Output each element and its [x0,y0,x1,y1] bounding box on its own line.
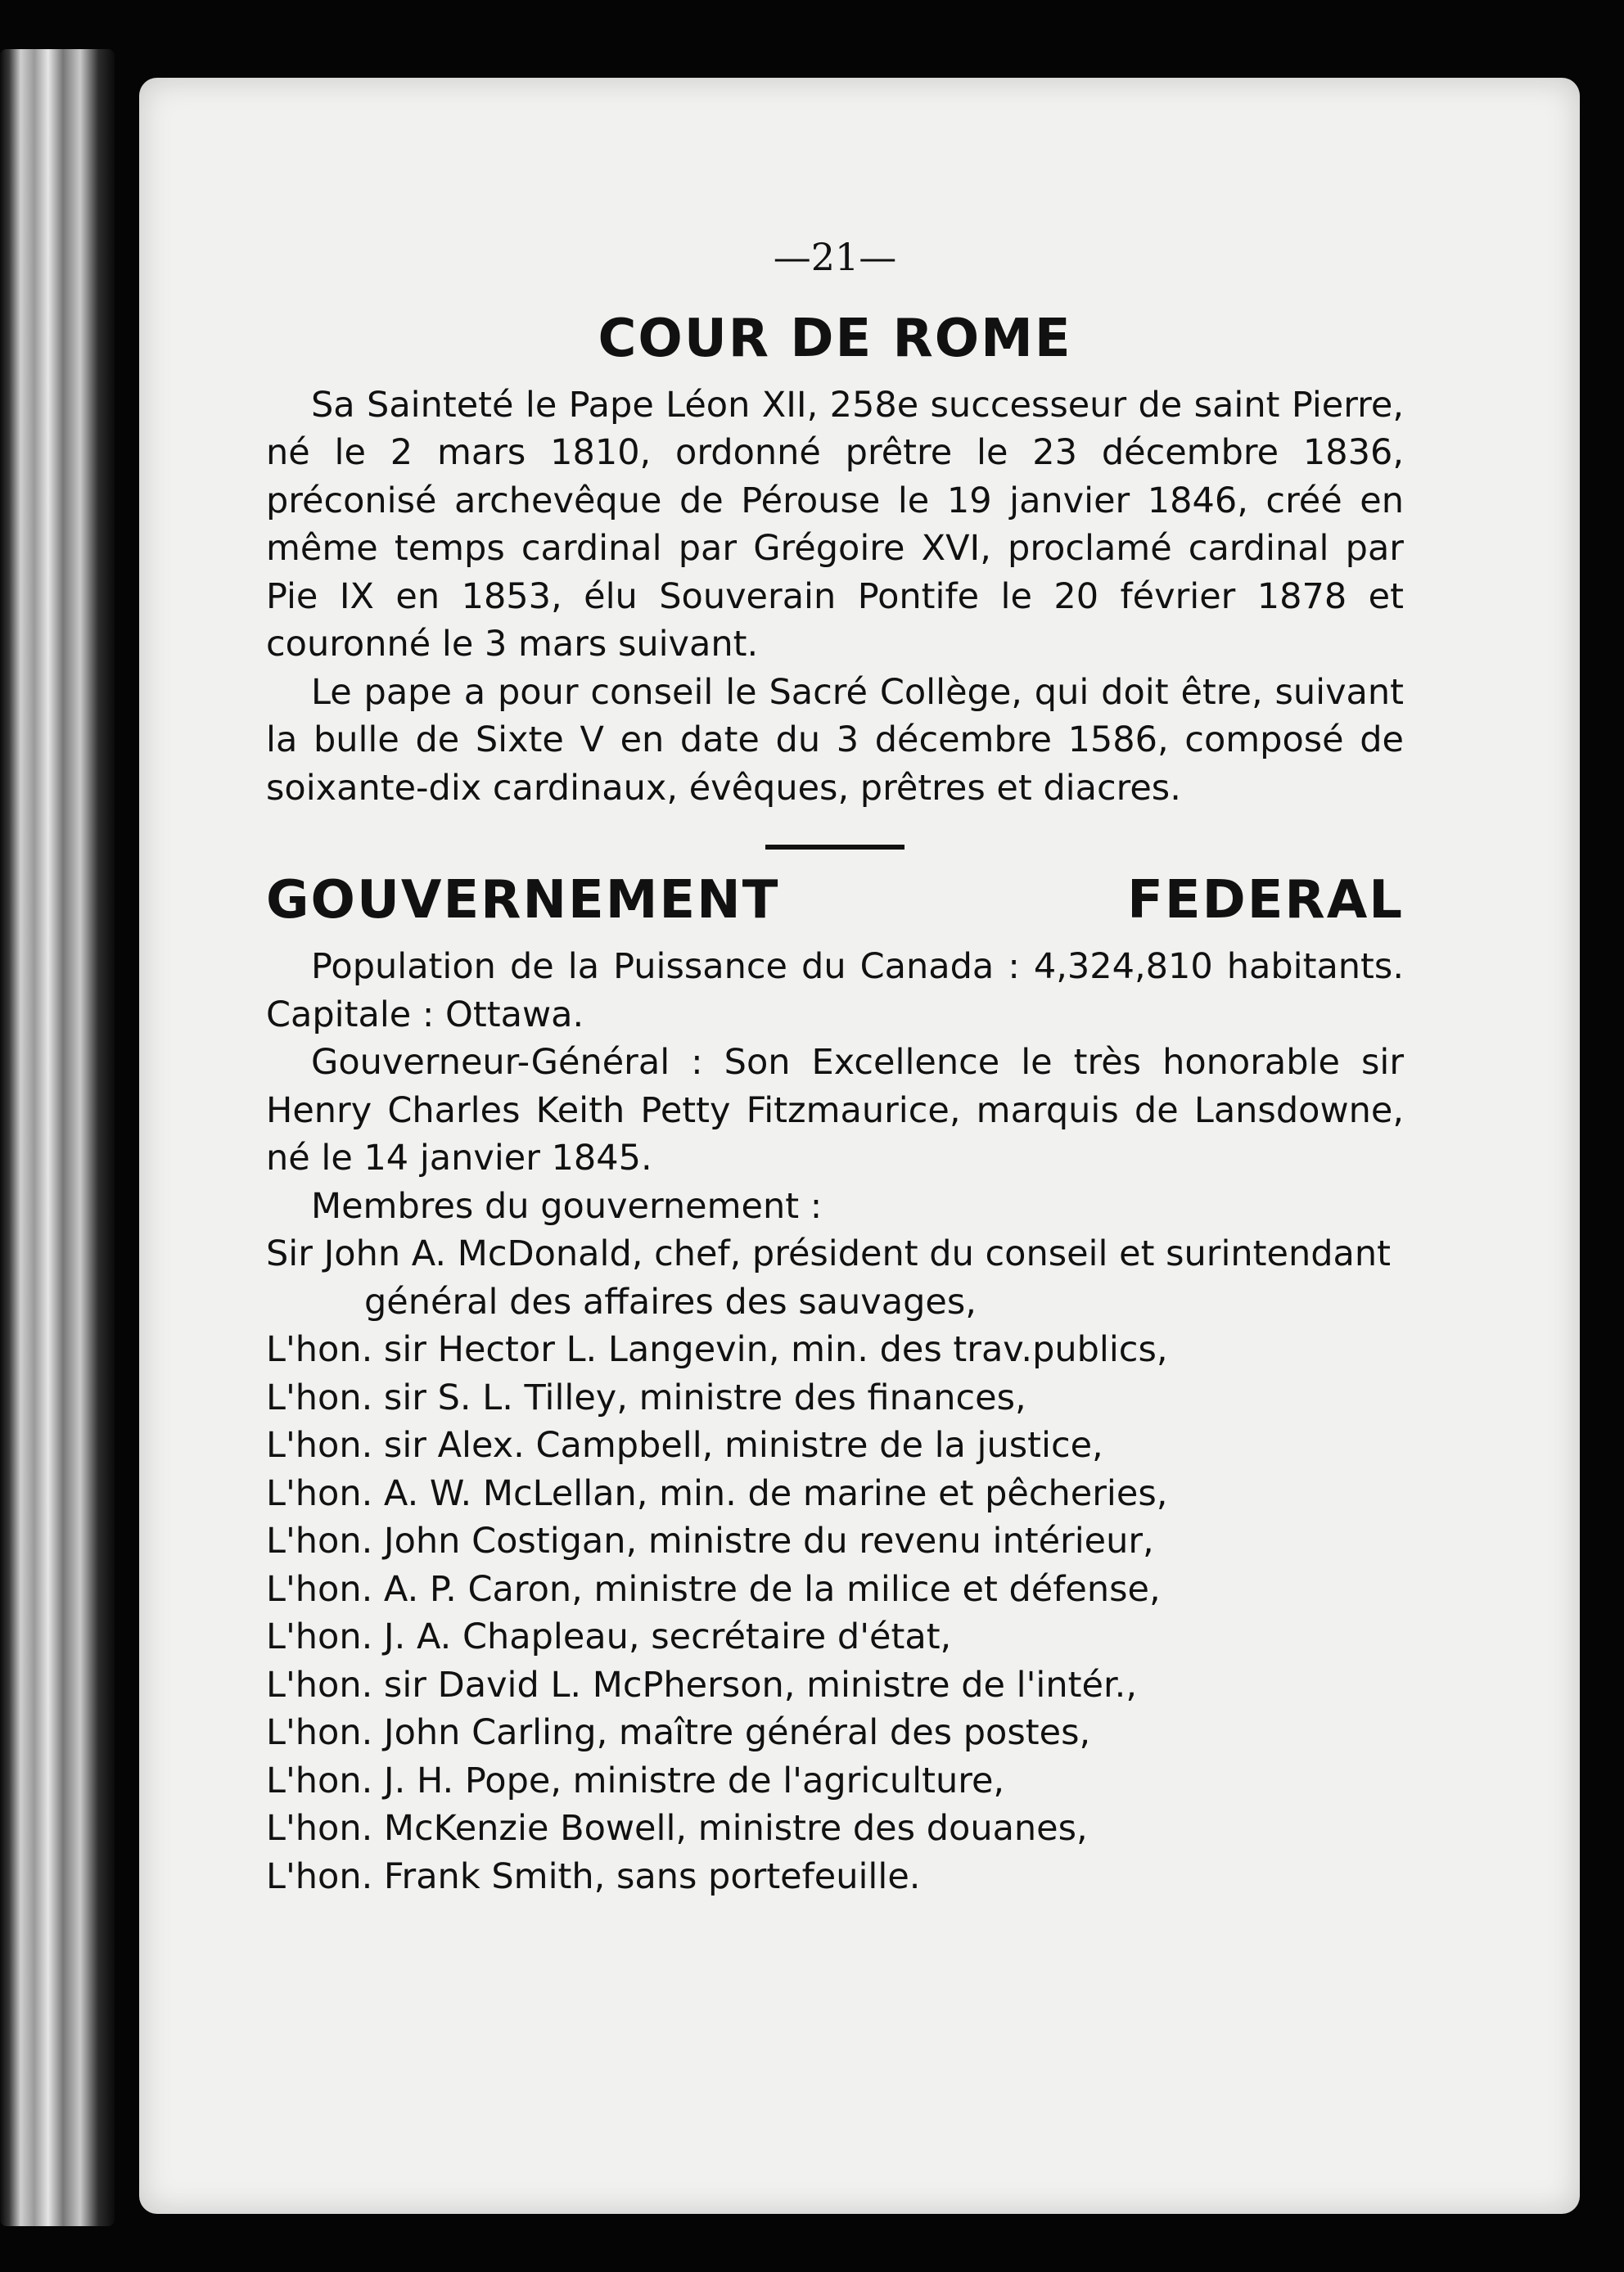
list-item: L'hon. J. H. Pope, ministre de l'agriculture, [266,1760,1005,1801]
section-divider [765,845,904,850]
list-item: L'hon. A. W. McLellan, min. de marine et pêcheries, [266,1472,1168,1514]
paragraph: Population de la Puissance du Canada : 4,324,810 habitants. Capitale : Ottawa. [266,946,1404,1035]
list-item: Sir John A. McDonald, chef, président du conseil et surintendant général des affaires des sauvages, [266,1233,1391,1323]
paragraph: Le pape a pour conseil le Sacré Collège, qui doit être, suivant la bulle de Sixte V en date du 3 décembre 1586, composé de soixante-dix cardinaux, évêques, prêtres et diacres. [266,671,1404,809]
list-item: L'hon. J. A. Chapleau, secrétaire d'état, [266,1616,952,1657]
list-item: L'hon. sir Hector L. Langevin, min. des trav.publics, [266,1329,1168,1370]
list-item: L'hon. John Costigan, ministre du revenu intérieur, [266,1521,1154,1562]
list-item: L'hon. McKenzie Bowell, ministre des douanes, [266,1808,1088,1849]
book-page [139,78,1580,2214]
book-spine [0,49,115,2226]
section-heading-gouvernement-federal: GOUVERNEMENT FEDERAL [266,870,1404,931]
list-item: L'hon. sir Alex. Campbell, ministre de la justice, [266,1425,1103,1466]
list-item: L'hon. John Carling, maître général des postes, [266,1712,1091,1753]
paragraph: Gouverneur-Général : Son Excellence le très honorable sir Henry Charles Keith Petty Fitzmaurice, marquis de Lansdowne, né le 14 janvier 1845. [266,1042,1404,1179]
list-item: L'hon. A. P. Caron, ministre de la milice et défense, [266,1568,1161,1610]
page-content [266,233,1404,1900]
list-item: L'hon. Frank Smith, sans portefeuille. [266,1855,921,1897]
paragraph: Sa Sainteté le Pape Léon XII, 258e successeur de saint Pierre, né le 2 mars 1810, ordonné prêtre le 23 décembre 1836, préconisé archevêque de Pérouse le 19 janvier 1846, créé en même temps cardinal par Grégoire XVI, proclamé cardinal par Pie IX en 1853, élu Souverain Pontife le 20 février 1878 et couronné le 3 mars suivant. [266,384,1404,665]
list-item: L'hon. sir S. L. Tilley, ministre des finances, [266,1377,1026,1418]
members-list [266,1230,1404,1900]
section-heading-cour-de-rome: COUR DE ROME [598,308,1072,369]
members-intro: Membres du gouvernement : [311,1185,823,1227]
page-number: —21— [773,235,897,279]
list-item: L'hon. sir David L. McPherson, ministre de l'intér., [266,1664,1138,1706]
